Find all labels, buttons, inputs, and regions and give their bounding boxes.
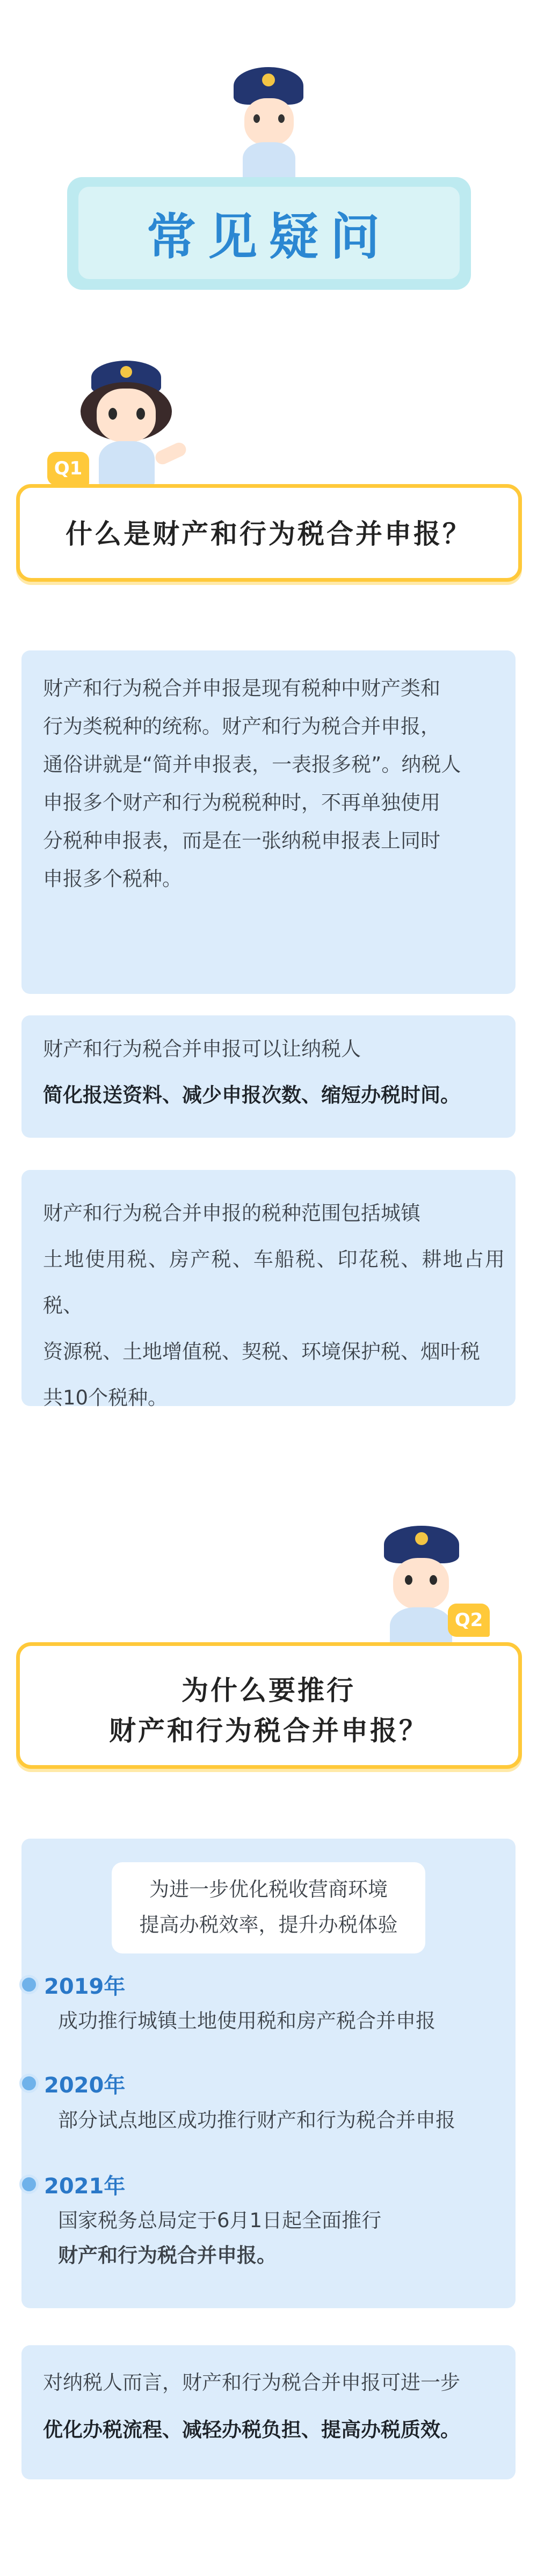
- text-line: 资源税、土地增值税、契税、环境保护税、烟叶税: [43, 1340, 480, 1363]
- timeline-text: 国家税务总局定于6月1日起全面推行: [58, 2209, 382, 2232]
- timeline-text: 成功推行城镇土地使用税和房产税合并申报: [58, 2009, 436, 2032]
- benefits-highlight: 简化报送资料、减少申报次数、缩短办税时间。: [43, 1084, 460, 1107]
- text-line: 为进一步优化税收营商环境: [149, 1878, 388, 1901]
- q1-benefits-text: [43, 1026, 505, 1118]
- text-line: 对纳税人而言，财产和行为税合并申报可进一步: [43, 2371, 460, 2394]
- text-line: 申报多个财产和行为税税种时，不再单独使用: [43, 791, 440, 814]
- q1-mascot: [81, 361, 177, 489]
- timeline-highlight: 财产和行为税合并申报。: [58, 2244, 277, 2267]
- mascot-face: [97, 389, 156, 442]
- q1-definition-text: [43, 669, 499, 898]
- intro-text: [112, 1872, 425, 1943]
- timeline-dot: [19, 2175, 39, 2194]
- q2-badge: Q2: [448, 1604, 490, 1637]
- conclusion-text: [43, 2359, 505, 2454]
- q2-question-line1: 为什么要推行: [182, 1674, 355, 1706]
- text-line: 财产和行为税合并申报可以让纳税人: [43, 1037, 361, 1060]
- text-line: 财产和行为税合并申报的税种范围包括城镇: [43, 1202, 420, 1225]
- q1-badge: Q1: [47, 452, 89, 485]
- text-line: 提高办税效率，提升办税体验: [139, 1913, 398, 1936]
- q1-scope-text: [43, 1190, 505, 1421]
- mascot-uniform: [243, 142, 295, 182]
- mascot-face: [393, 1558, 449, 1609]
- mascot-uniform: [99, 441, 155, 487]
- header-mascot: [231, 67, 306, 182]
- q2-question-line2: 财产和行为税合并申报？: [109, 1715, 428, 1746]
- timeline-year: 2020年: [44, 2073, 126, 2098]
- conclusion-highlight: 优化办税流程、减轻办税负担、提高办税质效。: [43, 2418, 460, 2441]
- text-line: 行为类税种的统称。财产和行为税合并申报，: [43, 715, 440, 738]
- page-title: 常见疑问: [146, 208, 391, 266]
- text-line: 共10个税种。: [43, 1386, 168, 1409]
- timeline-year: 2019年: [44, 1974, 126, 1999]
- text-line: 财产和行为税合并申报是现有税种中财产类和: [43, 677, 440, 700]
- text-line: 分税种申报表，而是在一张纳税申报表上同时: [43, 829, 440, 852]
- timeline-text: 部分试点地区成功推行财产和行为税合并申报: [58, 2109, 455, 2132]
- timeline-year: 2021年: [44, 2174, 126, 2199]
- mascot-face: [244, 98, 294, 145]
- q1-question: 什么是财产和行为税合并申报？: [66, 518, 471, 550]
- text-line: 通俗讲就是“简并申报表，一表报多税”。纳税人: [43, 753, 461, 776]
- text-line: 申报多个税种。: [43, 867, 182, 890]
- timeline-dot: [19, 2074, 39, 2093]
- timeline-dot: [19, 1975, 39, 1994]
- text-line: 土地使用税、房产税、车船税、印花税、耕地占用税、: [43, 1248, 505, 1317]
